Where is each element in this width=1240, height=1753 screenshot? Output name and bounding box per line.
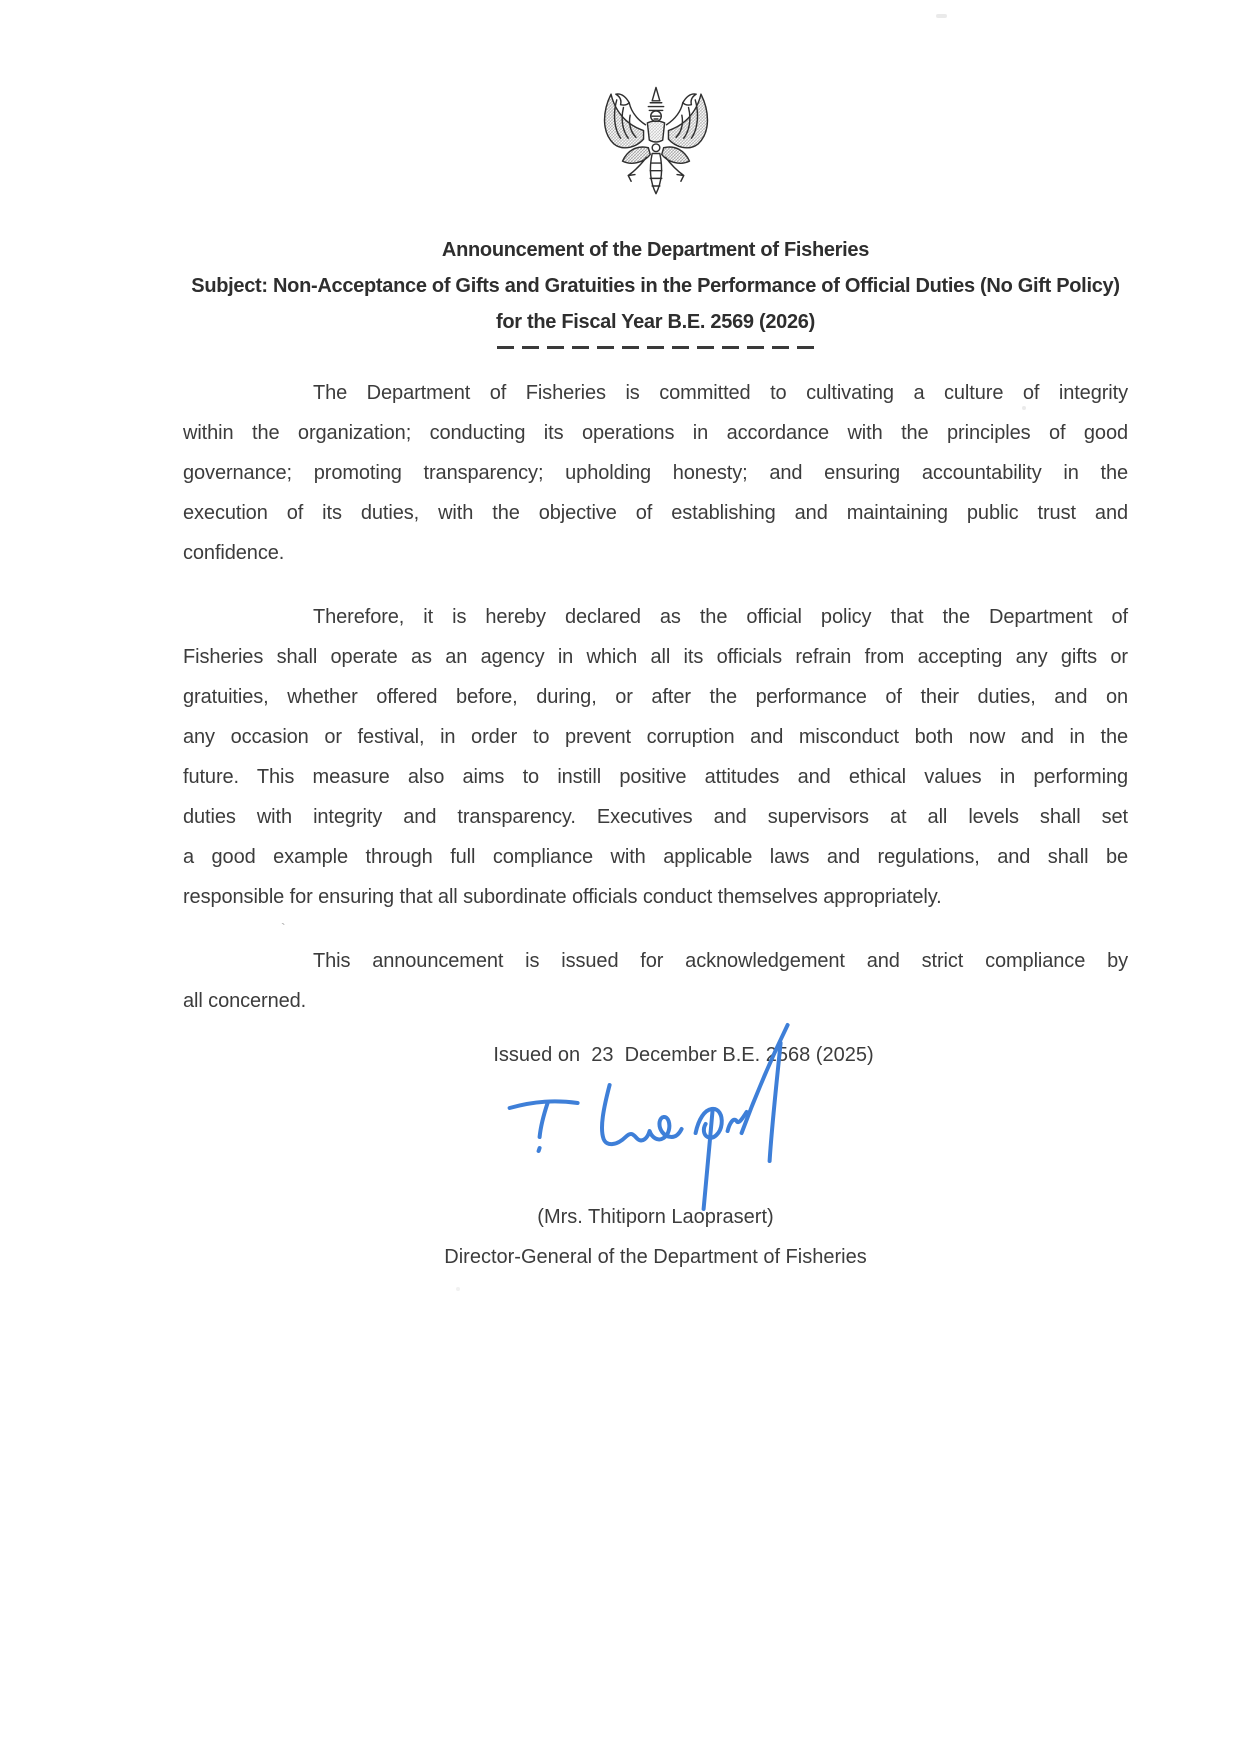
paragraph-1-line: within the organization; conducting its operations in accordance with the principles of good xyxy=(183,422,1128,444)
paragraph-2-line: responsible for ensuring that all subordinate officials conduct themselves appropriately. xyxy=(183,886,942,908)
paragraph-2-line: duties with integrity and transparency. Executives and supervisors at all levels shall set xyxy=(183,806,1128,828)
paragraph-1-line: confidence. xyxy=(183,542,285,564)
paragraph-2-line: gratuities, whether offered before, during, or after the performance of their duties, and on xyxy=(183,686,1128,708)
garuda-emblem xyxy=(589,84,723,200)
paragraph-3-line: all concerned. xyxy=(183,990,307,1012)
scan-artifact xyxy=(1022,406,1026,410)
paragraph-1-line: governance; promoting transparency; upholding honesty; and ensuring accountability in the xyxy=(183,462,1128,484)
scan-artifact: ` xyxy=(281,920,286,936)
signature-area xyxy=(183,1075,1128,1197)
scan-artifact xyxy=(936,14,947,18)
emblem-container xyxy=(183,84,1128,200)
paragraph-2 xyxy=(183,597,1128,917)
paragraph-1 xyxy=(183,373,1128,573)
scan-artifact xyxy=(236,850,241,854)
paragraph-2-line: Therefore, it is hereby declared as the official policy that the Department of xyxy=(313,606,1128,628)
issued-date-line: Issued on 23 December B.E. 2568 (2025) xyxy=(493,1044,874,1066)
paragraph-1-line: The Department of Fisheries is committed to cultivating a culture of integrity xyxy=(313,382,1128,404)
signatory-name: (Mrs. Thitiporn Laoprasert) xyxy=(537,1206,774,1228)
paragraph-3-line: This announcement is issued for acknowledgement and strict compliance by xyxy=(313,950,1128,972)
scan-artifact xyxy=(456,1287,460,1291)
document-content xyxy=(183,0,1128,1277)
paragraph-2-line: a good example through full compliance with applicable laws and regulations, and shall be xyxy=(183,846,1128,868)
signature-ink xyxy=(479,1013,839,1243)
paragraph-2-line: future. This measure also aims to instill positive attitudes and ethical values in performing xyxy=(183,766,1128,788)
document-title-line1: Announcement of the Department of Fisheries xyxy=(441,239,870,261)
dashed-separator xyxy=(497,346,815,349)
document-title-line2: Subject: Non-Acceptance of Gifts and Gratuities in the Performance of Official Duties (No Gift Policy) xyxy=(191,275,1120,297)
paragraph-1-line: execution of its duties, with the objective of establishing and maintaining public trust and xyxy=(183,502,1128,524)
paragraph-3 xyxy=(183,941,1128,1021)
document-title-line3: for the Fiscal Year B.E. 2569 (2026) xyxy=(495,311,815,333)
paragraph-2-line: any occasion or festival, in order to prevent corruption and misconduct both now and in the xyxy=(183,726,1128,748)
signatory-position: Director-General of the Department of Fisheries xyxy=(444,1246,867,1268)
paragraph-2-line: Fisheries shall operate as an agency in which all its officials refrain from accepting any gifts or xyxy=(183,646,1128,668)
